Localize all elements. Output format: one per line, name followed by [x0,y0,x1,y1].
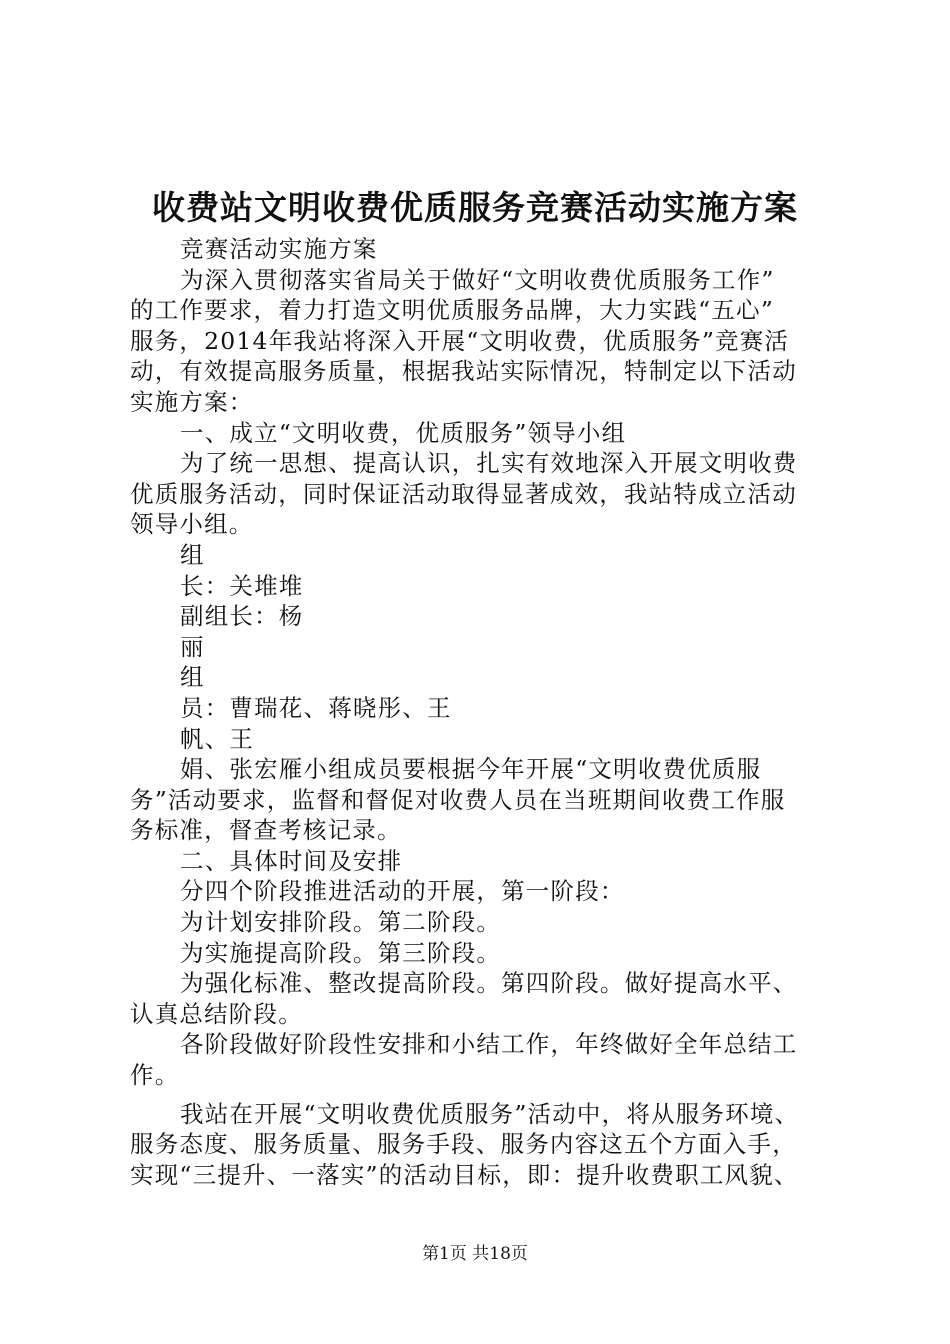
paragraph-line: 的工作要求，着力打造文明优质服务品牌，大力实践“五心” [130,296,774,325]
paragraph-line: 我站在开展“文明收费优质服务”活动中，将从服务环境、 [180,1099,800,1128]
paragraph-line: 认真总结阶段。 [130,999,303,1028]
section-heading: 二、具体时间及安排 [180,846,403,875]
paragraph-line: 组 [180,663,205,692]
paragraph-line: 员：曹瑞花、蒋晓彤、王 [180,693,452,722]
paragraph-line: 为实施提高阶段。第三阶段。 [180,938,502,967]
paragraph-line: 为计划安排阶段。第二阶段。 [180,908,502,937]
paragraph-line: 长：关堆堆 [180,571,304,600]
paragraph-line: 实施方案： [130,387,254,416]
paragraph-line: 组 [180,540,205,569]
paragraph-line: 作。 [130,1061,180,1090]
paragraph-line: 服务态度、服务质量、服务手段、服务内容这五个方面入手， [130,1130,797,1159]
paragraph-line: 为强化标准、整改提高阶段。第四阶段。做好提高水平、 [180,969,798,998]
paragraph-line: 实现“三提升、一落实”的活动目标，即：提升收费职工风貌、 [130,1160,799,1189]
document-title: 收费站文明收费优质服务竞赛活动实施方案 [152,188,798,227]
paragraph-line: 丽 [180,632,205,661]
paragraph-line: 优质服务活动，同时保证活动取得显著成效，我站特成立活动 [130,479,797,508]
paragraph-line: 为深入贯彻落实省局关于做好“文明收费优质服务工作” [180,265,775,294]
paragraph-line: 帆、王 [180,724,255,753]
paragraph-line: 为了统一思想、提高认识，扎实有效地深入开展文明收费 [180,449,798,478]
paragraph-line: 竞赛活动实施方案 [180,235,378,263]
document-body [130,234,840,1190]
paragraph-line: 分四个阶段推进活动的开展，第一阶段： [180,877,625,906]
paragraph-line: 服务，2014年我站将深入开展“文明收费，优质服务”竞赛活 [130,326,790,355]
paragraph-line: 领导小组。 [130,510,254,539]
paragraph-line: 务标准，督查考核记录。 [130,816,402,845]
page-footer: 第1页 共18页 [422,1244,528,1264]
paragraph-line: 各阶段做好阶段性安排和小结工作，年终做好全年总结工 [180,1030,798,1059]
section-heading: 一、成立“文明收费，优质服务”领导小组 [180,418,627,447]
paragraph-line: 动，有效提高服务质量，根据我站实际情况，特制定以下活动 [130,357,797,386]
paragraph-line: 娟、张宏雁小组成员要根据今年开展“文明收费优质服 [180,755,762,784]
paragraph-line: 务”活动要求，监督和督促对收费人员在当班期间收费工作服 [130,785,786,814]
paragraph-line: 副组长：杨 [180,602,304,631]
